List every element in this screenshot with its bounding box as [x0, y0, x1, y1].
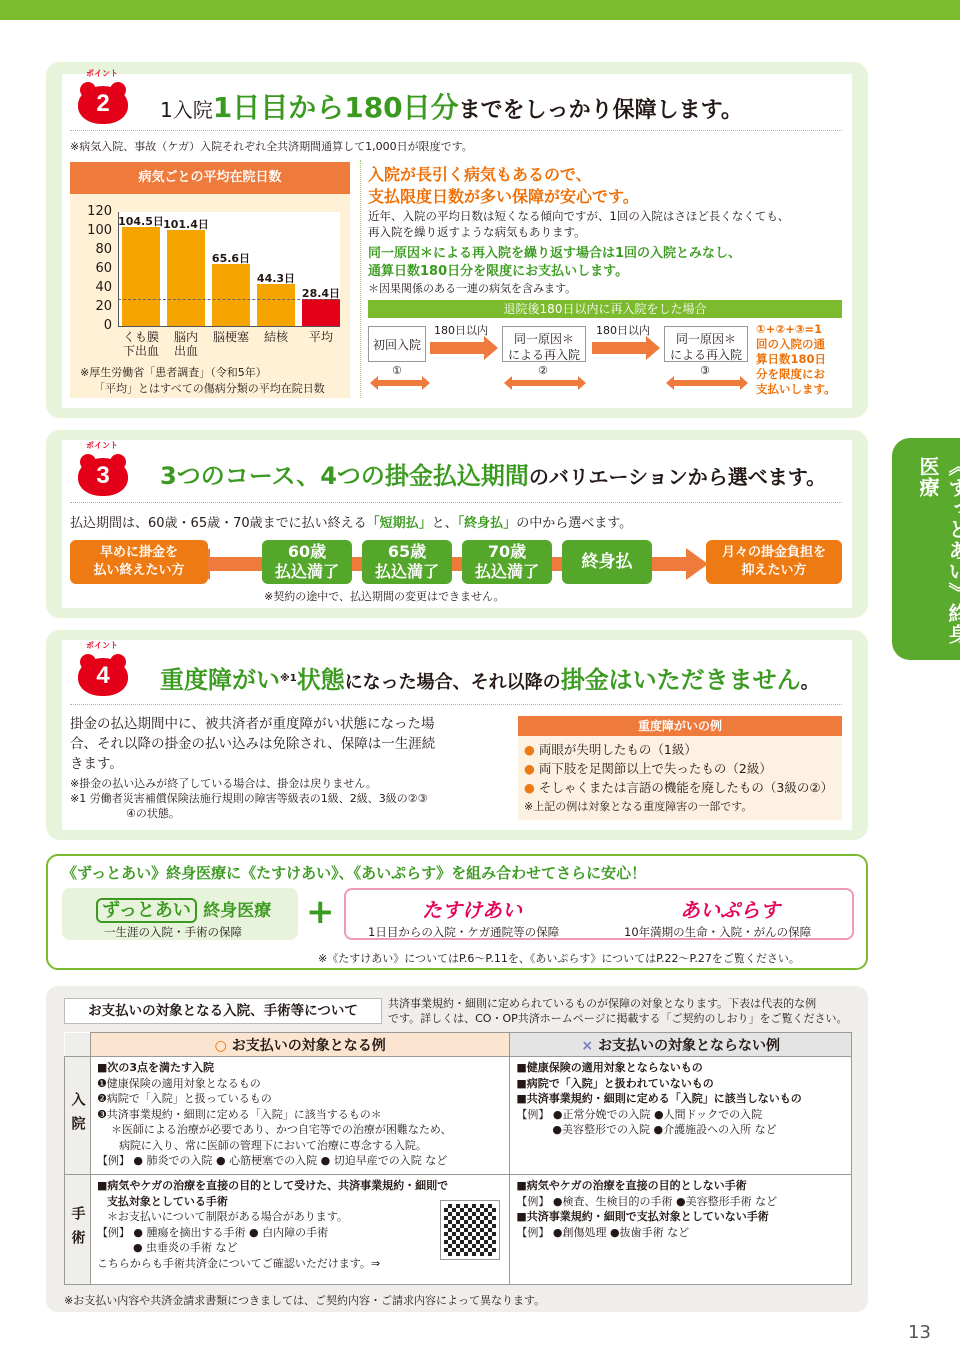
payment-table — [64, 1032, 852, 1285]
y-tick-label: 120 — [87, 204, 112, 219]
payment-footer: ※お支払い内容や共済金請求書類につきましては、ご契約内容・ご請求内容によって異なります。 — [64, 1294, 546, 1307]
y-tick-label: 40 — [95, 280, 112, 295]
page-number: 13 — [908, 1322, 931, 1343]
within-180-2: 180日以内 — [596, 324, 650, 337]
early-payoff-label: 早めに掛金を 払い終えたい方 — [70, 540, 208, 584]
example-title: 重度障がいの例 — [518, 716, 842, 736]
row-hospital-label: 入院 — [65, 1057, 91, 1175]
point2-title: 1入院1日目から180日分までをしっかり保障します。 — [160, 91, 743, 124]
side-tab[interactable]: 《ずっとあい》終身医療 — [892, 438, 960, 660]
plus-icon: + — [306, 892, 335, 932]
option-70: 70歳 払込満了 — [462, 540, 552, 584]
x-tick-label: 結核 — [263, 330, 288, 344]
chart-bar — [257, 284, 295, 326]
surgery-ng-cell: ■病気やケガの治療を直接の目的としない手術 【例】 ●検査、生検目的の手術 ●美容整形手術 など ■共済事業規約・細則で支払対象としていない手術 【例】 ●創傷処理 ●抜歯手術 など — [510, 1175, 852, 1285]
y-axis — [118, 212, 119, 326]
x-axis — [118, 326, 340, 327]
tasukeai-logo: たすけあい — [422, 898, 522, 922]
bar-value-label: 104.5日 — [118, 214, 164, 228]
p2-head-1: 入院が長引く病気もあるので、 — [368, 165, 592, 184]
readmission-box-2: 同一原因＊ による再入院 — [664, 326, 748, 362]
x-tick-label: くも膜 下出血 — [122, 330, 159, 358]
chart-bar — [212, 264, 250, 326]
circle-2: ② — [538, 364, 548, 377]
arrow-1 — [430, 336, 500, 360]
aiplus-sub: 10年満期の生命・入院・がんの保障 — [624, 925, 812, 939]
tasukeai-sub: 1日目からの入院・ケガ通院等の保障 — [368, 925, 560, 939]
row-surgery-label: 手術 — [65, 1175, 91, 1285]
chart-bar — [167, 230, 205, 326]
x-tick-label: 脳梗塞 — [212, 330, 249, 344]
arrow-2 — [592, 336, 662, 360]
surgery-ok-cell: ■病気やケガの治療を直接の目的として受けた、共済事業規約・細則で 支払対象としている手術 ＊お支払いについて制限がある場合があります。 【例】 ● 腫瘍を摘出する手術 ● 白内障の手術 ● 虫垂炎の手術 など こちらからも手術共済金についてご確認いただけます。⇒ — [90, 1175, 509, 1285]
readmission-box-1: 同一原因＊ による再入院 — [502, 326, 586, 362]
p2-star-note: ＊因果関係のある一連の病気を含みます。 — [368, 282, 577, 295]
point2-badge: ポイント 2 — [78, 80, 128, 124]
point4-body: 掛金の払込期間中に、被共済者が重度障がい状態になった場 合、それ以降の掛金の払い込みは免除され、保障は一生涯続 きます。 — [70, 716, 436, 772]
source-2: 「平均」とはすべての傷病分類の平均在院日数 — [94, 382, 325, 395]
x-tick-label: 脳内 出血 — [173, 330, 198, 358]
y-tick-label: 0 — [103, 318, 112, 333]
y-tick-label: 80 — [95, 242, 112, 257]
chart-bar — [302, 299, 340, 326]
aiplus-logo: あいぷらす — [680, 898, 780, 922]
bar-value-label: 28.4日 — [301, 287, 341, 301]
readmit-bar: 退院後180日以内に再入院をした場合 — [368, 300, 842, 318]
point4-badge: ポイント 4 — [78, 652, 128, 696]
col-ng-header: × お支払いの対象とならない例 — [510, 1033, 852, 1057]
bar-value-label: 65.6日 — [211, 251, 251, 265]
example-list: ● 両眼が失明したもの（1級） ● 両下肢を足関節以上で失ったもの（2級） ● そしゃくまたは言語の機能を廃したもの（3級の②） ※上記の例は対象となる重度障害の一部です。 — [524, 742, 834, 813]
x-tick-label: 平均 — [308, 330, 333, 344]
source-1: ※厚生労働省「患者調査」（令和5年） — [80, 366, 267, 379]
within-180-1: 180日以内 — [434, 324, 488, 337]
p2-body-2: 再入院を繰り返すような病気もあります。 — [368, 225, 586, 239]
bar-value-label: 101.4日 — [163, 217, 209, 231]
low-burden-label: 月々の掛金負担を 抑えたい方 — [706, 540, 842, 584]
point4-title: 重度障がい$^{※1}$状態になった場合、それ以降の掛金はいただきません。 — [160, 666, 819, 694]
option-60: 60歳 払込満了 — [262, 540, 352, 584]
total-note: ①+②+③=1 回の入院の通 算日数180日 分を限度にお 支払いします。 — [756, 322, 836, 396]
zuttoai-logo: ずっとあい 終身医療 — [96, 896, 271, 922]
y-tick-label: 60 — [95, 261, 112, 276]
col-ok-header: ○ お支払いの対象となる例 — [90, 1033, 509, 1057]
payment-label: お支払いの対象となる入院、手術等について — [64, 998, 382, 1024]
point3-badge: ポイント 3 — [78, 452, 128, 496]
y-tick-label: 100 — [87, 223, 112, 238]
hospital-ok-cell: ■次の3点を満たす入院 ❶健康保険の適用対象となるもの ❷病院で「入院」と扱っているもの ❸共済事業規約・細則に定める「入院」に該当するもの＊ ＊医師による治療が必要であり、かつ自宅等での治療が困難なため、 病院に入り、常に医師の管理下において治療に専念する入院。 【例】 ● 肺炎での入院 ● 心筋梗塞での入院 ● 切迫早産での入院 など — [90, 1057, 509, 1175]
p2-green-2: 通算日数180日分を限度にお支払いします。 — [368, 264, 629, 279]
option-65: 65歳 払込満了 — [362, 540, 452, 584]
point3-note: ※契約の途中で、払込期間の変更はできません。 — [264, 590, 505, 603]
p2-head-2: 支払限度日数が多い保障が安心です。 — [368, 187, 639, 206]
span-arrow-1 — [370, 376, 430, 390]
bar-value-label: 44.3日 — [256, 271, 296, 285]
combo-note: ※《たすけあい》についてはP.6〜P.11を、《あいぷらす》についてはP.22〜P.27をご覧ください。 — [318, 952, 800, 965]
span-arrow-3 — [666, 376, 748, 390]
payment-desc: 共済事業規約・細則に定められているものが保障の対象となります。下表は代表的な例 です。詳しくは、CO・OP共済ホームページに掲載する「ご契約のしおり」をご覧ください。 — [388, 997, 848, 1025]
point4-notes: ※掛金の払い込みが終了している場合は、掛金は戻りません。 ※1 労働者災害補償保険法施行規則の障害等級表の1級、2級、3級の②③ ④の状態。 — [70, 777, 428, 820]
y-tick-label: 20 — [95, 299, 112, 314]
p2-green-1: 同一原因＊による再入院を繰り返す場合は1回の入院とみなし、 — [368, 246, 742, 261]
span-arrow-2 — [504, 376, 586, 390]
top-green-bar — [0, 0, 960, 20]
option-lifetime: 終身払 — [562, 540, 652, 584]
circle-3: ③ — [700, 364, 710, 377]
combo-title: 《ずっとあい》終身医療に《たすけあい》、《あいぷらす》を組み合わせてさらに安心！ — [62, 864, 647, 882]
circle-1: ① — [392, 364, 402, 377]
point3-desc: 払込期間は、60歳・65歳・70歳までに払い終える「短期払」と、「終身払」の中から選べます。 — [70, 516, 633, 531]
first-admission-box: 初回入院 — [368, 326, 426, 362]
qr-code[interactable] — [441, 1201, 499, 1259]
chart-bar — [122, 227, 160, 326]
average-line — [118, 299, 340, 300]
chart-title: 病気ごとの平均在院日数 — [70, 162, 350, 194]
point2-note: ※病気入院、事故（ケガ）入院それぞれ全共済期間通算して1,000日が限度です。 — [70, 140, 473, 153]
zuttoai-sub: 一生涯の入院・手術の保障 — [104, 925, 242, 939]
point3-title: 3つのコース、4つの掛金払込期間のバリエーションから選べます。 — [160, 462, 827, 490]
p2-body-1: 近年、入院の平均日数は短くなる傾向ですが、1回の入院はさほど長くなくても、 — [368, 209, 790, 223]
hospital-ng-cell: ■健康保険の適用対象とならないもの ■病院で「入院」と扱われていないもの ■共済事業規約・細則に定める「入院」に該当しないもの 【例】 ●正常分娩での入院 ●人間ドックでの入院 ●美容整形での入院 ●介護施設への入所 など — [510, 1057, 852, 1175]
